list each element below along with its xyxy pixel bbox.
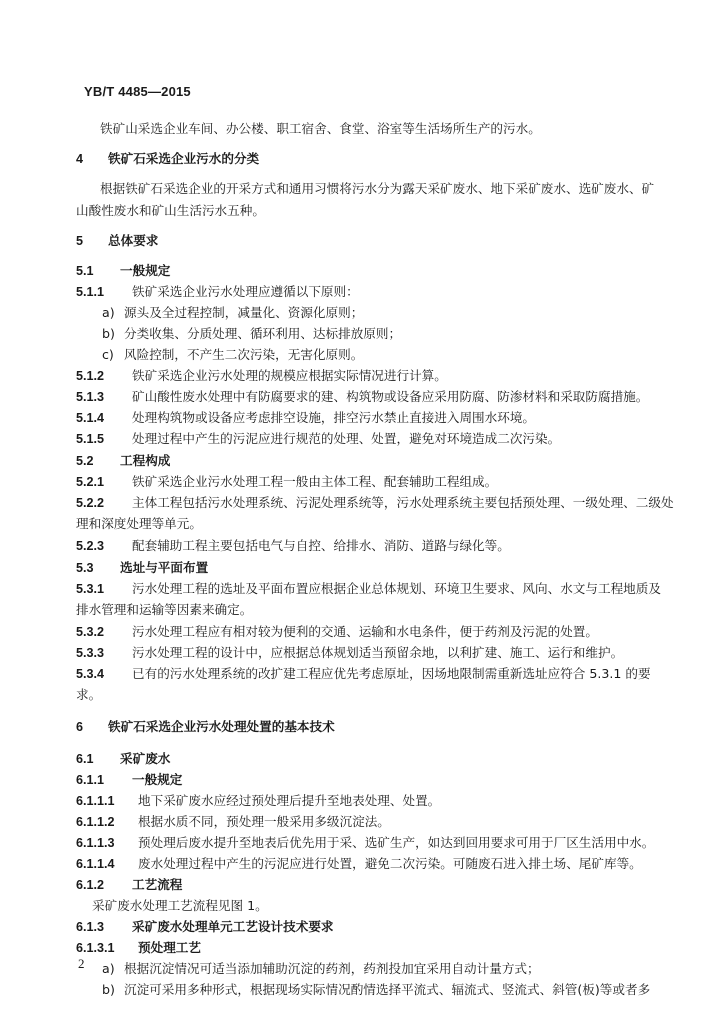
clause-6-1-1-1: 6.1.1.1 地下采矿废水应经过预处理后提升至地表处理、处置。 <box>76 793 441 808</box>
clause-5-3-1: 5.3.1 污水处理工程的选址及平面布置应根据企业总体规划、环境卫生要求、风向、水文与工程地质及 <box>76 581 661 596</box>
paragraph-line: 求。 <box>76 687 102 702</box>
document-code: YB/T 4485—2015 <box>84 84 191 99</box>
paragraph-line: 采矿废水处理工艺流程见图 1。 <box>92 898 268 913</box>
paragraph-line: 理和深度处理等单元。 <box>76 516 202 531</box>
clause-5-1-5: 5.1.5 处理过程中产生的污泥应进行规范的处理、处置，避免对环境造成二次污染。 <box>76 431 561 446</box>
clause-5-2-3: 5.2.3 配套辅助工程主要包括电气与自控、给排水、消防、道路与绿化等。 <box>76 538 510 553</box>
clause-5-1-4: 5.1.4 处理构筑物或设备应考虑排空设施，排空污水禁止直接进入周围水环境。 <box>76 410 535 425</box>
subsection-heading-5-2: 5.2 工程构成 <box>76 453 171 468</box>
section-heading-6: 6 铁矿石采选企业污水处理处置的基本技术 <box>76 719 335 734</box>
clause-6-1-1-3: 6.1.1.3 预处理后废水提升至地表后优先用于采、选矿生产，如达到回用要求可用于厂区生活用中水。 <box>76 835 655 850</box>
subsection-heading-5-3: 5.3 选址与平面布置 <box>76 560 209 575</box>
clause-5-1-1: 5.1.1 铁矿采选企业污水处理应遵循以下原则： <box>76 284 359 299</box>
subsection-heading-6-1-1: 6.1.1 一般规定 <box>76 772 183 787</box>
list-item-b: b) 沉淀可采用多种形式，根据现场实际情况酌情选择平流式、辐流式、竖流式、斜管(板)等或者多 <box>102 982 651 997</box>
subsection-heading-5-1: 5.1 一般规定 <box>76 263 171 278</box>
subsection-heading-6-1-2: 6.1.2 工艺流程 <box>76 877 183 892</box>
clause-5-2-1: 5.2.1 铁矿采选企业污水处理工程一般由主体工程、配套辅助工程组成。 <box>76 474 498 489</box>
list-item-b: b) 分类收集、分质处理、循环利用、达标排放原则； <box>102 326 402 341</box>
clause-5-1-3: 5.1.3 矿山酸性废水处理中有防腐要求的建、构筑物或设备应采用防腐、防渗材料和采取防腐措施。 <box>76 389 649 404</box>
list-item-a: a) 源头及全过程控制，减量化、资源化原则； <box>102 305 364 320</box>
page-number: 2 <box>78 956 85 971</box>
clause-6-1-1-4: 6.1.1.4 废水处理过程中产生的污泥应进行处置，避免二次污染。可随废石进入排土场、尾矿库等。 <box>76 856 642 871</box>
section-heading-4: 4 铁矿石采选企业污水的分类 <box>76 151 260 166</box>
subsection-heading-6-1-3-1: 6.1.3.1 预处理工艺 <box>76 940 201 955</box>
clause-5-3-2: 5.3.2 污水处理工程应有相对较为便利的交通、运输和水电条件，便于药剂及污泥的处置。 <box>76 624 598 639</box>
clause-5-3-3: 5.3.3 污水处理工程的设计中，应根据总体规划适当预留余地，以利扩建、施工、运行和维护。 <box>76 645 624 660</box>
subsection-heading-6-1: 6.1 采矿废水 <box>76 751 171 766</box>
list-item-c: c) 风险控制，不产生二次污染，无害化原则。 <box>102 347 364 362</box>
paragraph-line: 排水管理和运输等因素来确定。 <box>76 602 253 617</box>
paragraph-line: 铁矿山采选企业车间、办公楼、职工宿舍、食堂、浴室等生活场所生产的污水。 <box>100 121 541 136</box>
section-heading-5: 5 总体要求 <box>76 233 159 248</box>
paragraph-line: 山酸性废水和矿山生活污水五种。 <box>76 203 265 218</box>
list-item-a: a) 根据沉淀情况可适当添加辅助沉淀的药剂，药剂投加宜采用自动计量方式； <box>102 961 540 976</box>
subsection-heading-6-1-3: 6.1.3 采矿废水处理单元工艺设计技术要求 <box>76 919 334 934</box>
clause-5-3-4: 5.3.4 已有的污水处理系统的改扩建工程应优先考虑原址，因场地限制需重新选址应符合 5.3.1 的要 <box>76 666 651 681</box>
clause-6-1-1-2: 6.1.1.2 根据水质不同，预处理一般采用多级沉淀法。 <box>76 814 390 829</box>
clause-5-1-2: 5.1.2 铁矿采选企业污水处理的规模应根据实际情况进行计算。 <box>76 368 447 383</box>
paragraph-line: 根据铁矿石采选企业的开采方式和通用习惯将污水分为露天采矿废水、地下采矿废水、选矿废水、矿 <box>100 181 655 196</box>
clause-5-2-2: 5.2.2 主体工程包括污水处理系统、污泥处理系统等，污水处理系统主要包括预处理、一级处理、二级处 <box>76 495 674 510</box>
